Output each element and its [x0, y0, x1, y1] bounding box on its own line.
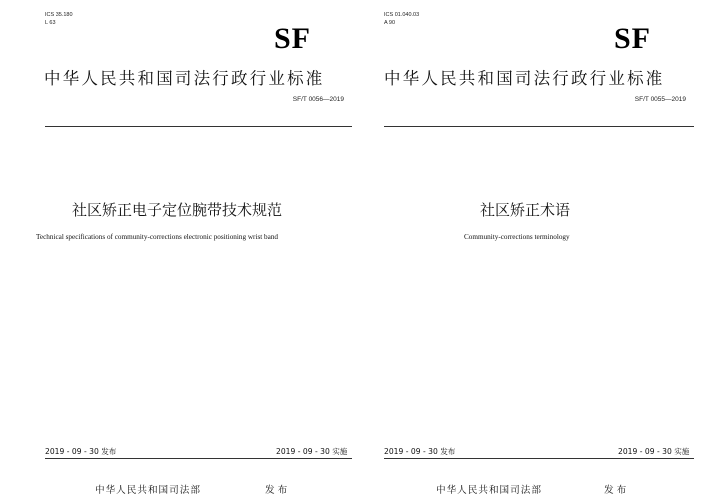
title-chinese: 社区矫正电子定位腕带技术规范	[72, 201, 283, 219]
footer-divider	[45, 458, 352, 459]
sf-logo: SF	[614, 22, 652, 55]
issuing-body-title: 中华人民共和国司法行政行业标准	[44, 69, 325, 88]
classification-code: L 63	[45, 20, 56, 26]
issue-label: 发布	[265, 485, 291, 496]
publish-date: 2019 - 09 - 30 发布	[45, 447, 117, 456]
issuer-name: 中华人民共和国司法部	[95, 485, 201, 496]
effective-date: 2019 - 09 - 30 实施	[618, 447, 690, 456]
title-english: Technical specifications of community-corrections electronic positioning wrist band	[36, 233, 279, 241]
standard-cover-right	[356, 0, 712, 500]
issuer-name: 中华人民共和国司法部	[436, 485, 542, 496]
effective-date: 2019 - 09 - 30 实施	[276, 447, 348, 456]
publish-date: 2019 - 09 - 30 发布	[384, 447, 456, 456]
standard-number: SF/T 0056—2019	[292, 96, 344, 103]
issue-label: 发布	[604, 485, 630, 496]
ics-code: ICS 35.180	[45, 12, 73, 18]
ics-code: ICS 01.040.03	[384, 12, 420, 18]
standard-number: SF/T 0055—2019	[634, 96, 686, 103]
header-divider	[45, 126, 352, 127]
sf-logo: SF	[274, 22, 312, 55]
title-chinese: 社区矫正术语	[480, 201, 571, 219]
footer-divider	[384, 458, 694, 459]
classification-code: A 90	[384, 20, 396, 26]
header-divider	[384, 126, 694, 127]
issuing-body-title: 中华人民共和国司法行政行业标准	[384, 69, 665, 88]
title-english: Community-corrections terminology	[464, 233, 570, 241]
